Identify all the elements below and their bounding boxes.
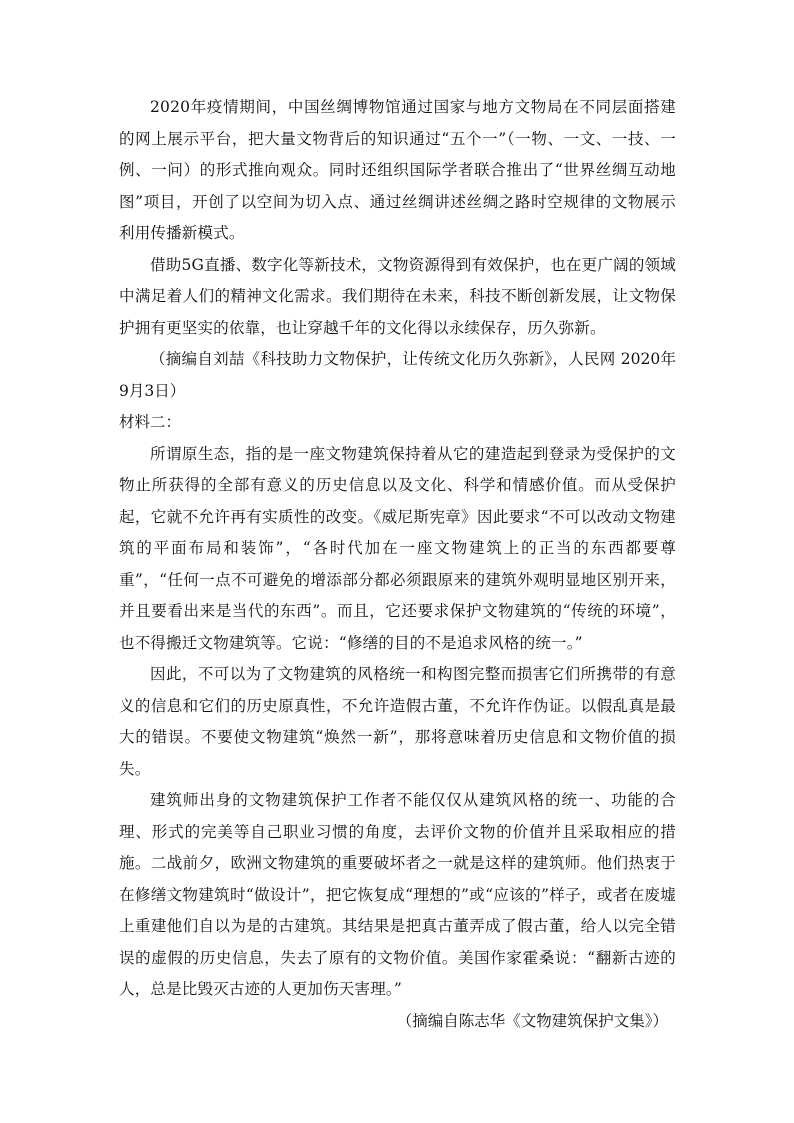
material1-source-citation: （摘编自刘喆《科技助力文物保护，让传统文化历久弥新》，人民网 2020年9月3日） (119, 350, 676, 400)
material2-paragraph-1: 所谓原生态，指的是一座文物建筑保持着从它的建造起到登录为受保护的文物止所获得的全部有意义的历史信息以及文化、科学和情感价值。而从受保护起，它就不允许再有实质性的改变。《威尼斯宪章》因此要求“不可以改动文物建筑的平面布局和装饰”，“各时代加在一座文物建筑上的正当的东西都要尊重”，“任何一点不可避免的增添部分都必须跟原来的建筑外观明显地区别开来，并且要看出来是当代的东西”。而且，它还要求保护文物建筑的“传统的环境”，也不得搬迁文物建筑等。它说：“修缮的目的不是追求风格的统一。” (119, 444, 676, 652)
material2-paragraph-3: 建筑师出身的文物建筑保护工作者不能仅仅从建筑风格的统一、功能的合理、形式的完美等自己职业习惯的角度，去评价文物的价值并且采取相应的措施。二战前夕，欧洲文物建筑的重要破坏者之一就是这样的建筑师。他们热衷于在修缮文物建筑时“做设计”，把它恢复成“理想的”或“应该的”样子，或者在废墟上重建他们自以为是的古建筑。其结果是把真古董弄成了假古董，给人以完全错误的虚假的历史信息，失去了原有的文物价值。美国作家霍桑说：“翻新古迹的人，总是比毁灭古迹的人更加伤天害理。” (119, 791, 676, 998)
material2-paragraph-2: 因此，不可以为了文物建筑的风格统一和构图完整而损害它们所携带的有意义的信息和它们的历史原真性，不允许造假古董，不允许作伪证。以假乱真是最大的错误。不要使文物建筑“焕然一新”，那将意味着历史信息和文物价值的损失。 (119, 665, 676, 778)
material2-source-citation: （摘编自陈志华《文物建筑保护文集》） (396, 1011, 668, 1030)
material1-paragraph-1: 2020年疫情期间，中国丝绸博物馆通过国家与地方文物局在不同层面搭建的网上展示平台，把大量文物背后的知识通过“五个一”（一物、一文、一技、一例、一问）的形式推向观众。同时还组织国际学者联合推出了“世界丝绸互动地图”项目，开创了以空间为切入点、通过丝绸讲述丝绸之路时空规律的文物展示利用传播新模式。 (119, 98, 676, 242)
document-page (119, 92, 676, 1037)
material2-heading: 材料二： (119, 413, 182, 431)
material1-paragraph-2: 借助5G直播、数字化等新技术，文物资源得到有效保护，也在更广阔的领域中满足着人们的精神文化需求。我们期待在未来，科技不断创新发展，让文物保护拥有更坚实的依靠，也让穿越千年的文化得以永续保存，历久弥新。 (119, 255, 676, 337)
